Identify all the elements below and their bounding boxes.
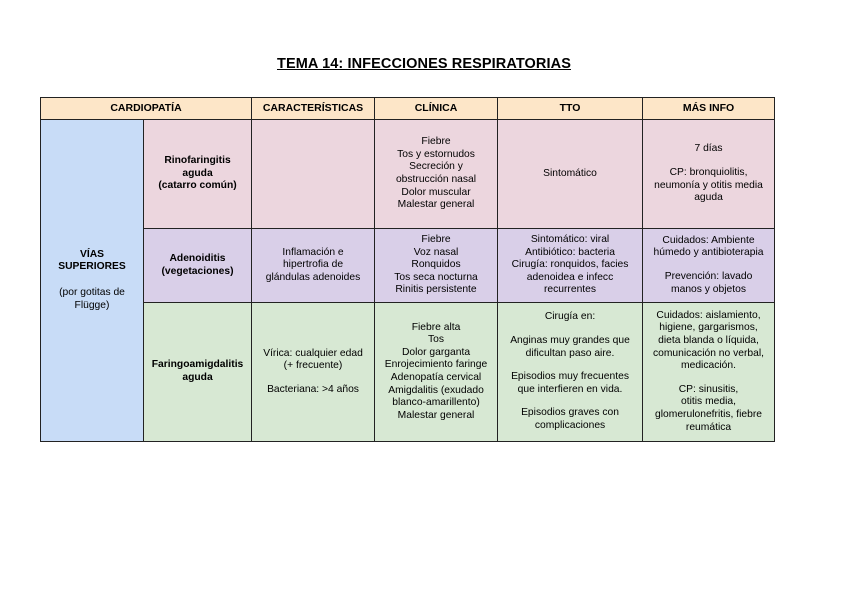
- category-label: VÍAS SUPERIORES: [58, 248, 126, 273]
- mas-info-cell: Cuidados: Ambiente húmedo y antibioterapia Prevención: lavado manos y objetos: [643, 229, 775, 303]
- caracteristicas-cell: Inflamación e hipertrofia de glándulas adenoides: [252, 229, 375, 303]
- tto-cell: Sintomático: viral Antibiótico: bacteria Cirugía: ronquidos, facies adenoidea e infecc recurrentes: [498, 229, 643, 303]
- tto-cell: Cirugía en: Anginas muy grandes que dificultan paso aire. Episodios muy frecuentes que interfieren en vida. Episodios graves con complicaciones: [498, 303, 643, 442]
- table-row-faringoamigdalitis: [41, 303, 775, 442]
- document-title: TEMA 14: INFECCIONES RESPIRATORIAS: [277, 56, 571, 72]
- header-tto: TTO: [498, 98, 643, 120]
- header-clinica: CLÍNICA: [375, 98, 498, 120]
- category-cell: [41, 120, 144, 442]
- caracteristicas-cell: [252, 120, 375, 229]
- caracteristicas-cell: Vírica: cualquier edad (+ frecuente) Bacteriana: >4 años: [252, 303, 375, 442]
- header-row: [41, 98, 775, 120]
- table-row-rinofaringitis: [41, 120, 775, 229]
- header-mas-info: MÁS INFO: [643, 98, 775, 120]
- header-cardiopatia: CARDIOPATÍA: [41, 98, 252, 120]
- mas-info-cell: Cuidados: aislamiento, higiene, gargarismos, dieta blanda o líquida, comunicación no verbal, medicación. CP: sinusitis, otitis media, glomerulonefritis, fiebre reumática: [643, 303, 775, 442]
- disease-name: Faringoamigdalitis aguda: [144, 303, 252, 442]
- header-caracteristicas: CARACTERÍSTICAS: [252, 98, 375, 120]
- clinica-cell: Fiebre alta Tos Dolor garganta Enrojecimiento faringe Adenopatía cervical Amigdalitis (exudado blanco-amarillento) Malestar general: [375, 303, 498, 442]
- mas-info-cell: 7 días CP: bronquiolitis, neumonía y otitis media aguda: [643, 120, 775, 229]
- disease-name: Rinofaringitis aguda (catarro común): [144, 120, 252, 229]
- clinica-cell: Fiebre Voz nasal Ronquidos Tos seca nocturna Rinitis persistente: [375, 229, 498, 303]
- table-row-adenoiditis: [41, 229, 775, 303]
- disease-name: Adenoiditis (vegetaciones): [144, 229, 252, 303]
- category-note: (por gotitas de Flügge): [59, 287, 125, 311]
- tto-cell: Sintomático: [498, 120, 643, 229]
- clinica-cell: Fiebre Tos y estornudos Secreción y obstrucción nasal Dolor muscular Malestar general: [375, 120, 498, 229]
- infections-table: [40, 97, 775, 442]
